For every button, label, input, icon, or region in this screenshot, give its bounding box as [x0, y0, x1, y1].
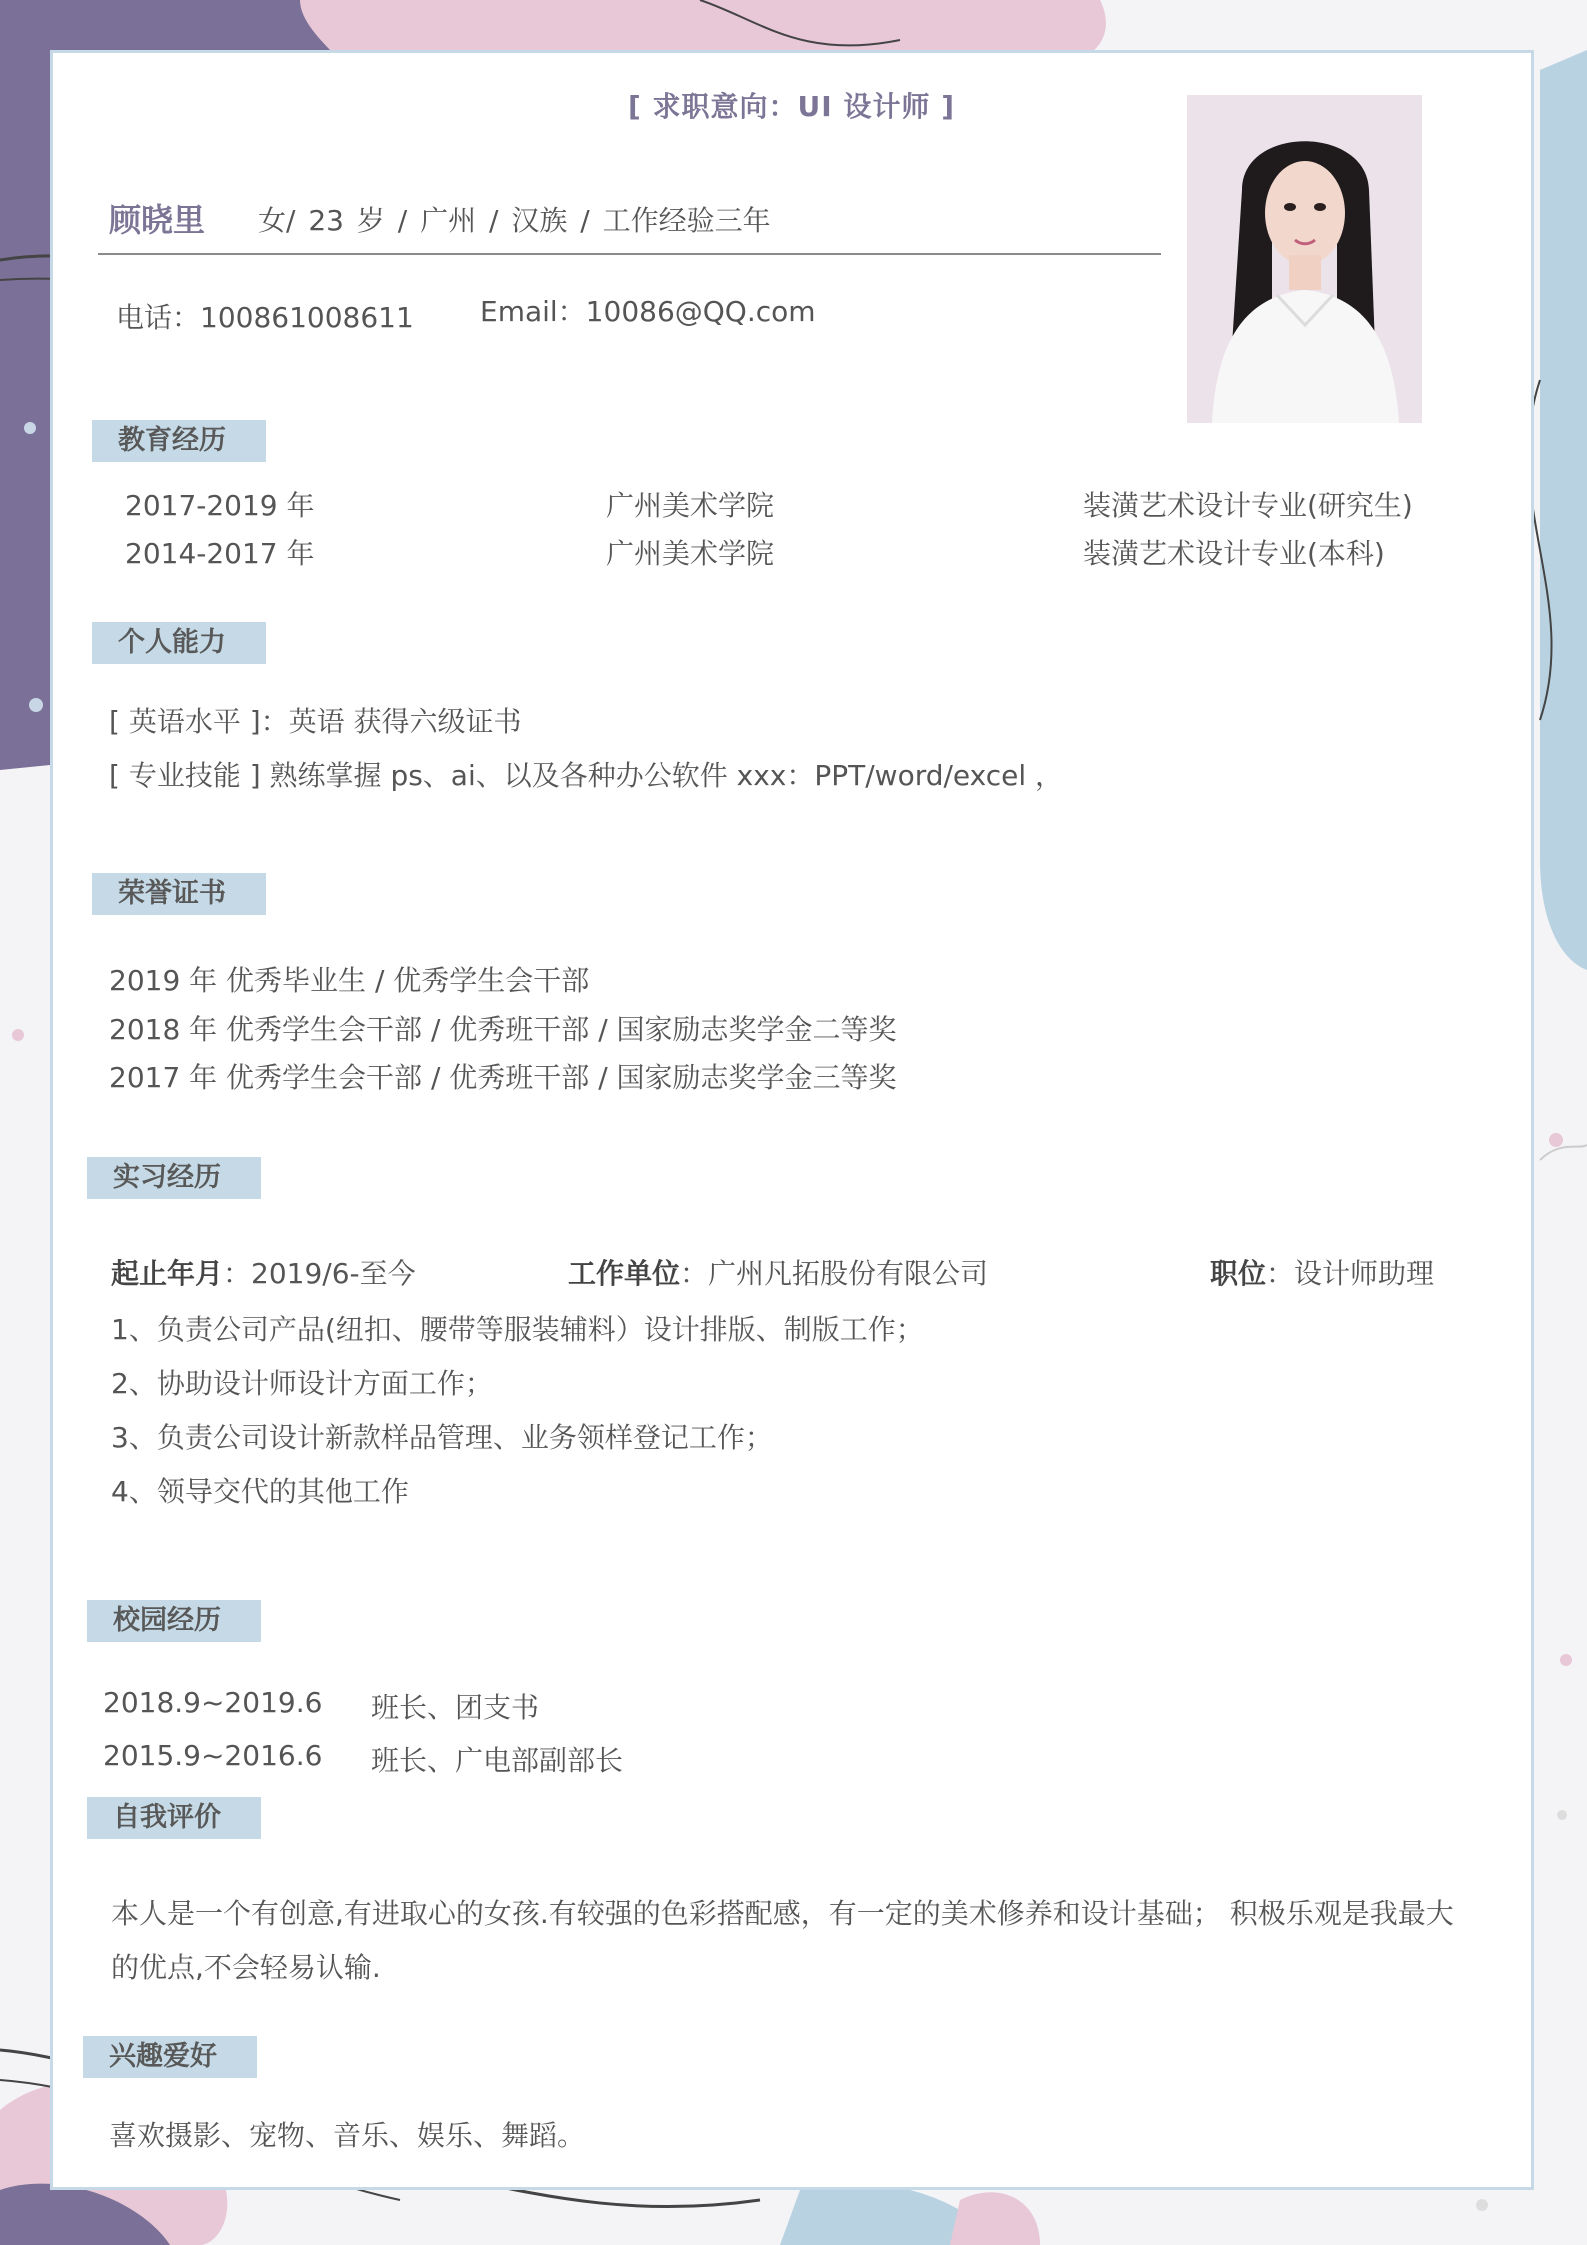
- skill-english: [ 英语水平 ]：英语 获得六级证书: [109, 705, 522, 738]
- honor-item: 2017 年 优秀学生会干部 / 优秀班干部 / 国家励志奖学金三等奖: [109, 1061, 897, 1094]
- neck: [1289, 255, 1321, 290]
- position-value: ：设计师助理: [1266, 1257, 1435, 1290]
- edu-period: 2017-2019 年: [125, 489, 315, 522]
- section-skills: 个人能力: [92, 622, 266, 664]
- campus-period: 2018.9~2019.6: [103, 1686, 323, 1719]
- hobbies-text: 喜欢摄影、宠物、音乐、娱乐、舞蹈。: [109, 2119, 586, 2152]
- candidate-name: 顾晓里: [109, 201, 206, 239]
- internship-period: [111, 1252, 416, 1292]
- dot: [1560, 1654, 1572, 1666]
- section-self-evaluation: 自我评价: [87, 1797, 261, 1839]
- edu-school: 广州美术学院: [606, 489, 775, 522]
- position-label: 职位: [1210, 1257, 1267, 1290]
- resume-card: [50, 50, 1534, 2190]
- profile-photo: [1187, 95, 1422, 423]
- company-label: 工作单位: [568, 1257, 681, 1290]
- campus-role: 班长、广电部副部长: [371, 1744, 624, 1777]
- duty-item: 1、负责公司产品(纽扣、腰带等服装辅料）设计排版、制版工作；: [111, 1313, 924, 1346]
- email-address: Email：10086@QQ.com: [480, 295, 816, 328]
- wave-line-7: [1540, 1145, 1587, 1160]
- personal-info: 女/ 23 岁 / 广州 / 汉族 / 工作经验三年: [258, 204, 771, 237]
- internship-company: [568, 1252, 988, 1292]
- honor-item: 2018 年 优秀学生会干部 / 优秀班干部 / 国家励志奖学金二等奖: [109, 1013, 897, 1046]
- section-internship: 实习经历: [87, 1157, 261, 1199]
- edu-major: 装潢艺术设计专业(研究生): [1083, 489, 1413, 522]
- face: [1265, 161, 1345, 265]
- dot: [1476, 2199, 1488, 2211]
- job-objective: [ 求职意向：UI 设计师 ]: [628, 90, 955, 123]
- dot: [12, 1029, 24, 1041]
- company-value: ：广州凡拓股份有限公司: [680, 1257, 989, 1290]
- dot: [24, 422, 36, 434]
- period-value: ：2019/6-至今: [223, 1257, 416, 1290]
- period-label: 起止年月: [111, 1257, 224, 1290]
- section-honors: 荣誉证书: [92, 873, 266, 915]
- header-divider: [98, 253, 1161, 255]
- internship-position: [1210, 1252, 1434, 1292]
- edu-school: 广州美术学院: [606, 537, 775, 570]
- edu-period: 2014-2017 年: [125, 537, 315, 570]
- section-education: 教育经历: [92, 420, 266, 462]
- dot: [29, 698, 43, 712]
- honor-item: 2019 年 优秀毕业生 / 优秀学生会干部: [109, 964, 590, 997]
- self-eval-line: 本人是一个有创意,有进取心的女孩.有较强的色彩搭配感，有一定的美术修养和设计基础； 积极乐观是我最大: [111, 1897, 1454, 1930]
- duty-item: 2、协助设计师设计方面工作；: [111, 1367, 493, 1400]
- phone-number: 电话：100861008611: [116, 301, 414, 334]
- self-eval-line: 的优点,不会轻易认输.: [111, 1951, 381, 1984]
- section-campus: 校园经历: [87, 1600, 261, 1642]
- edu-major: 装潢艺术设计专业(本科): [1083, 537, 1385, 570]
- dot: [1549, 1133, 1563, 1147]
- blue-blob-right: [1540, 50, 1587, 970]
- campus-role: 班长、团支书: [371, 1691, 540, 1724]
- campus-period: 2015.9~2016.6: [103, 1739, 323, 1772]
- duty-item: 3、负责公司设计新款样品管理、业务领样登记工作；: [111, 1421, 773, 1454]
- dot: [1557, 1810, 1567, 1820]
- pink-blob-bottom-2: [950, 2192, 1040, 2245]
- duty-item: 4、领导交代的其他工作: [111, 1475, 409, 1508]
- skill-professional: [ 专业技能 ] 熟练掌握 ps、ai、以及各种办公软件 xxx：PPT/word/excel ，: [109, 759, 1064, 792]
- section-hobbies: 兴趣爱好: [83, 2036, 257, 2078]
